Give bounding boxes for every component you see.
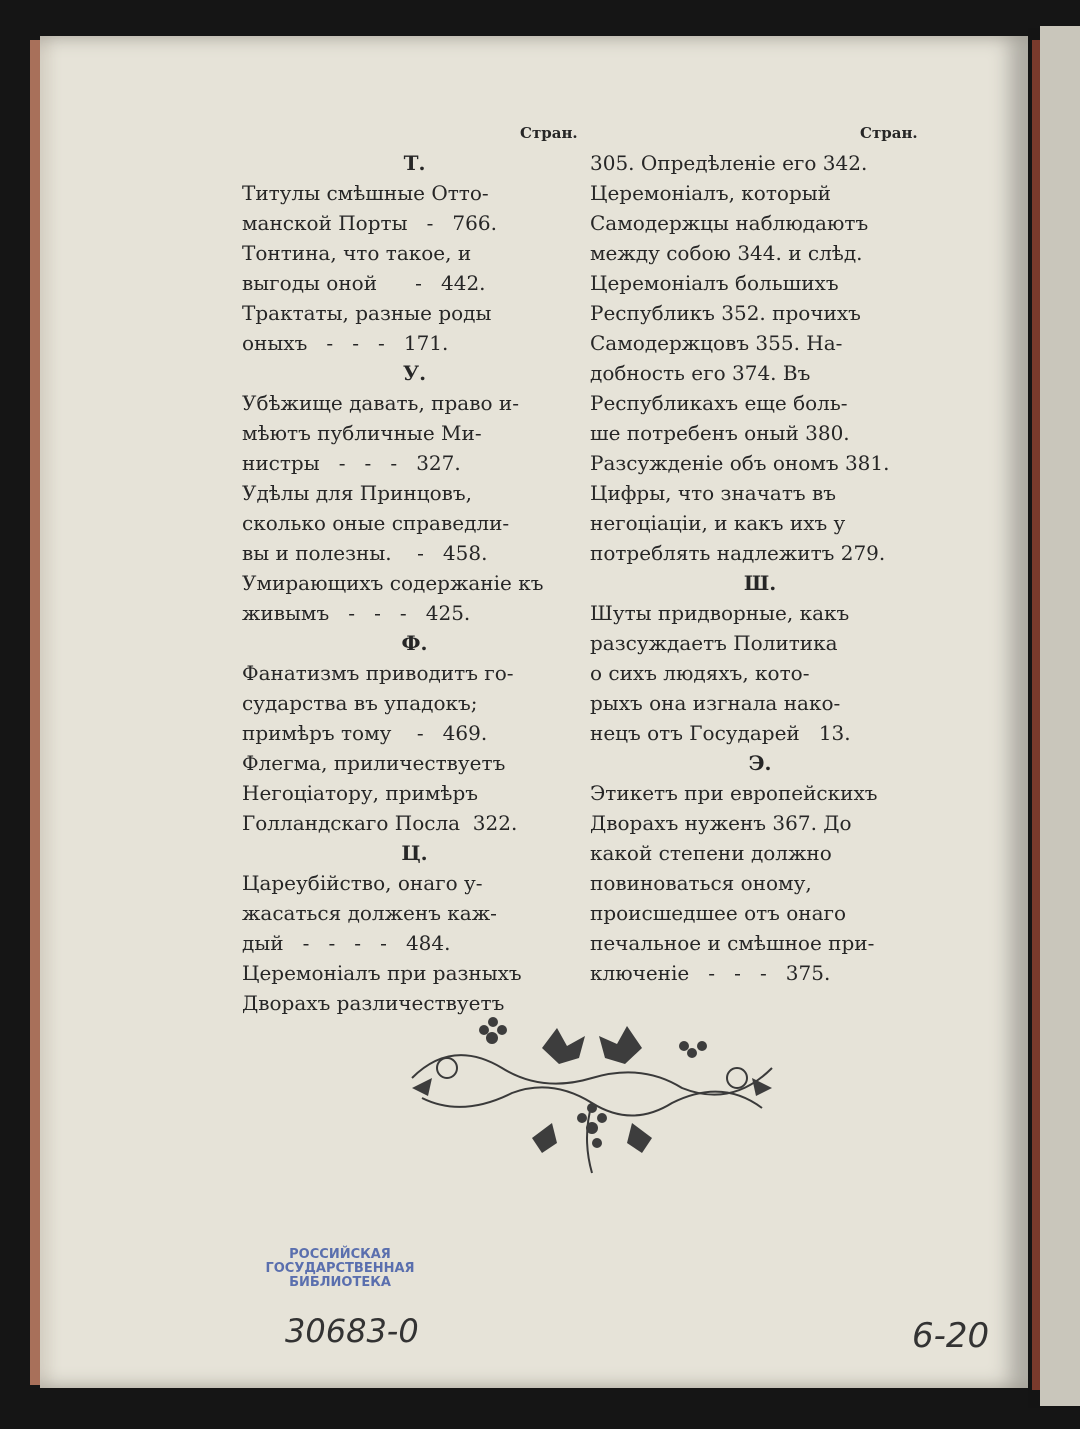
index-line: печальное и смѣшное при-	[590, 931, 875, 955]
section-letter: Ц.	[401, 841, 428, 865]
stamp-line-1: РОССИЙСКАЯ	[289, 1247, 391, 1262]
section-letter: У.	[402, 361, 427, 385]
stamp-line-2: ГОСУДАРСТВЕННАЯ	[265, 1261, 415, 1276]
index-line: Дворахъ различествуетъ	[242, 991, 505, 1015]
index-line: Флегма, приличествуетъ	[242, 751, 506, 775]
index-line: манской Порты - 766.	[242, 211, 497, 235]
right-column	[590, 148, 930, 988]
index-line: Церемонiалъ при разныхъ	[242, 961, 522, 985]
index-line: Удѣлы для Принцовъ,	[242, 481, 472, 505]
index-line: Убѣжище давать, право и-	[242, 391, 519, 415]
index-line: о сихъ людяхъ, кото-	[590, 661, 810, 685]
index-line: какой степени должно	[590, 841, 832, 865]
index-line: нистры - - - 327.	[242, 451, 461, 475]
index-line: выгоды оной - 442.	[242, 271, 486, 295]
index-line: Умирающихъ содержанiе къ	[242, 571, 544, 595]
index-line: ключенiе - - - 375.	[590, 961, 831, 985]
spine-red-edge	[1032, 40, 1040, 1390]
section-letter: Т.	[403, 151, 426, 175]
page-mark-handwritten: 6-20	[912, 1316, 990, 1356]
index-line: Негоцiатору, примѣръ	[242, 781, 478, 805]
left-column	[242, 148, 587, 1018]
index-line: Титулы смѣшные Оттo-	[242, 181, 489, 205]
stamp-line-3: БИБЛИОТЕКА	[289, 1275, 391, 1290]
index-line: разсуждаетъ Политика	[590, 631, 838, 655]
section-letter: Ф.	[401, 631, 428, 655]
index-line: 305. Опредѣленiе его 342.	[590, 151, 868, 175]
index-line: Самодержцы наблюдаютъ	[590, 211, 869, 235]
index-line: потреблять надлежитъ 279.	[590, 541, 886, 565]
index-line: добность его 374. Въ	[590, 361, 811, 385]
index-line: Голландскаго Посла 322.	[242, 811, 518, 835]
index-line: Церемонiалъ большихъ	[590, 271, 839, 295]
index-line: Дворахъ нуженъ 367. До	[590, 811, 852, 835]
index-line: сударства въ упадокъ;	[242, 691, 478, 715]
index-line: ше потребенъ оный 380.	[590, 421, 850, 445]
next-page-edge	[1040, 26, 1080, 1406]
index-line: Республикъ 352. прочихъ	[590, 301, 861, 325]
index-line: Цареубiйство, онаго у-	[242, 871, 483, 895]
index-line: Разсужденiе объ ономъ 381.	[590, 451, 890, 475]
index-line: мѣютъ публичные Ми-	[242, 421, 482, 445]
index-line: Церемонiалъ, который	[590, 181, 832, 205]
index-line: сколько оные справедли-	[242, 511, 510, 535]
index-line: Трактаты, разные роды	[242, 301, 492, 325]
vine-ornament	[392, 1008, 792, 1188]
index-line: Тонтина, что такое, и	[242, 241, 472, 265]
header-right: Стран.	[860, 124, 918, 142]
index-line: происшедшее отъ онаго	[590, 901, 847, 925]
index-line: Цифры, что значатъ въ	[590, 481, 836, 505]
index-line: Фанатизмъ приводитъ го-	[242, 661, 514, 685]
index-line: Республикахъ еще боль-	[590, 391, 848, 415]
section-letter: Ш.	[743, 571, 777, 595]
index-line: живымъ - - - 425.	[242, 601, 471, 625]
index-line: жасаться долженъ каж-	[242, 901, 497, 925]
shelfmark-handwritten: 30683-0	[285, 1312, 419, 1350]
index-line: Шуты придворные, какъ	[590, 601, 850, 625]
index-line: оныхъ - - - 171.	[242, 331, 449, 355]
index-line: вы и полезны. - 458.	[242, 541, 488, 565]
index-line: между собою 344. и слѣд.	[590, 241, 863, 265]
index-line: Самодержцовъ 355. На-	[590, 331, 843, 355]
index-line: рыхъ она изгнала нако-	[590, 691, 841, 715]
index-line: повиноваться оному,	[590, 871, 812, 895]
index-line: примѣръ тому - 469.	[242, 721, 488, 745]
index-line: Этикетъ при европейскихъ	[590, 781, 878, 805]
header-left: Стран.	[520, 124, 578, 142]
index-line: дый - - - - 484.	[242, 931, 451, 955]
library-stamp	[255, 1248, 425, 1290]
index-line: нецъ отъ Государей 13.	[590, 721, 851, 745]
index-line: негоцiацiи, и какъ ихъ у	[590, 511, 846, 535]
section-letter: Э.	[748, 751, 772, 775]
